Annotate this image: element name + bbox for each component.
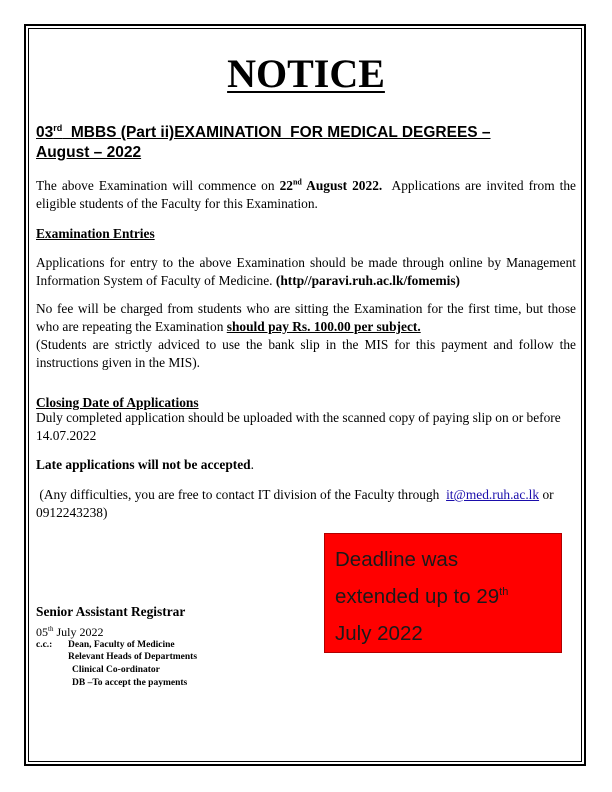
deadline-line1: Deadline was [335, 548, 459, 571]
fee-amount: should pay Rs. 100.00 per subject. [226, 319, 421, 334]
cc-item: DB –To accept the payments [72, 678, 188, 688]
cc-line-1 [36, 639, 175, 652]
closing-text: Duly completed application should be uploaded with the scanned copy of paying slip on or before 14.07.2022 [36, 410, 561, 443]
exam-heading [36, 123, 556, 163]
intro-date-num: 22 [279, 178, 293, 193]
intro-date-rest: August 2022. [301, 178, 383, 193]
cc-item: Clinical Co-ordinator [72, 665, 160, 675]
signature-date-suffix: th [48, 625, 54, 633]
deadline-line2-text: extended up to 29 [335, 585, 500, 608]
cc-item: Dean, Faculty of Medicine [68, 640, 175, 650]
entries-paragraph [36, 254, 576, 290]
late-notice [36, 456, 576, 474]
entries-heading: Examination Entries [36, 226, 155, 241]
late-notice-end: . [250, 457, 254, 472]
mis-url[interactable]: (http//paravi.ruh.ac.lk/fomemis) [275, 273, 460, 288]
exam-ordinal-suffix: rd [53, 122, 63, 133]
exam-heading-line2: August – 2022 [36, 144, 142, 161]
fee-note: (Students are strictly adviced to use the bank slip in the MIS for this payment and follow the instructions given in the MIS). [36, 337, 576, 370]
late-notice-bold: Late applications will not be accepted [36, 457, 251, 472]
signature-date [36, 621, 103, 640]
deadline-line2 [335, 578, 551, 615]
entries-text: Applications for entry to the above Examination should be made through online by Management Information System of Faculty of Medicine. [36, 255, 576, 288]
deadline-line2-suffix: th [499, 586, 509, 599]
contact-paragraph [36, 486, 576, 522]
exam-ordinal: 03 [36, 124, 54, 141]
cc-label: c.c.: [36, 640, 53, 650]
exam-heading-line1: MBBS (Part ii)EXAMINATION FOR MEDICAL DEGREES – [62, 124, 491, 141]
signature-date-rest: July 2022 [53, 625, 104, 639]
intro-text-2: Applications are invited from the eligible students of the Faculty for this Examination. [36, 178, 580, 211]
contact-or: or [539, 487, 554, 502]
cc-item: Relevant Heads of Departments [68, 652, 198, 662]
signature-date-num: 05 [36, 625, 48, 639]
deadline-extension-box [324, 533, 562, 653]
deadline-line3: July 2022 [335, 622, 423, 645]
signatory-title: Senior Assistant Registrar [36, 604, 186, 619]
intro-text-1: The above Examination will commence on [36, 178, 280, 193]
notice-title: NOTICE [227, 51, 385, 96]
closing-heading: Closing Date of Applications [36, 395, 199, 410]
contact-email-link[interactable]: it@med.ruh.ac.lk [446, 487, 540, 502]
contact-phone: 0912243238) [36, 505, 108, 520]
contact-text: (Any difficulties, you are free to contact IT division of the Faculty through [36, 487, 447, 502]
fee-paragraph [36, 300, 576, 372]
fee-text: No fee will be charged from students who are sitting the Examination for the first time, but those who are repeating the Examination [36, 301, 576, 334]
intro-date-suffix: nd [292, 177, 302, 187]
intro-paragraph [36, 177, 580, 213]
